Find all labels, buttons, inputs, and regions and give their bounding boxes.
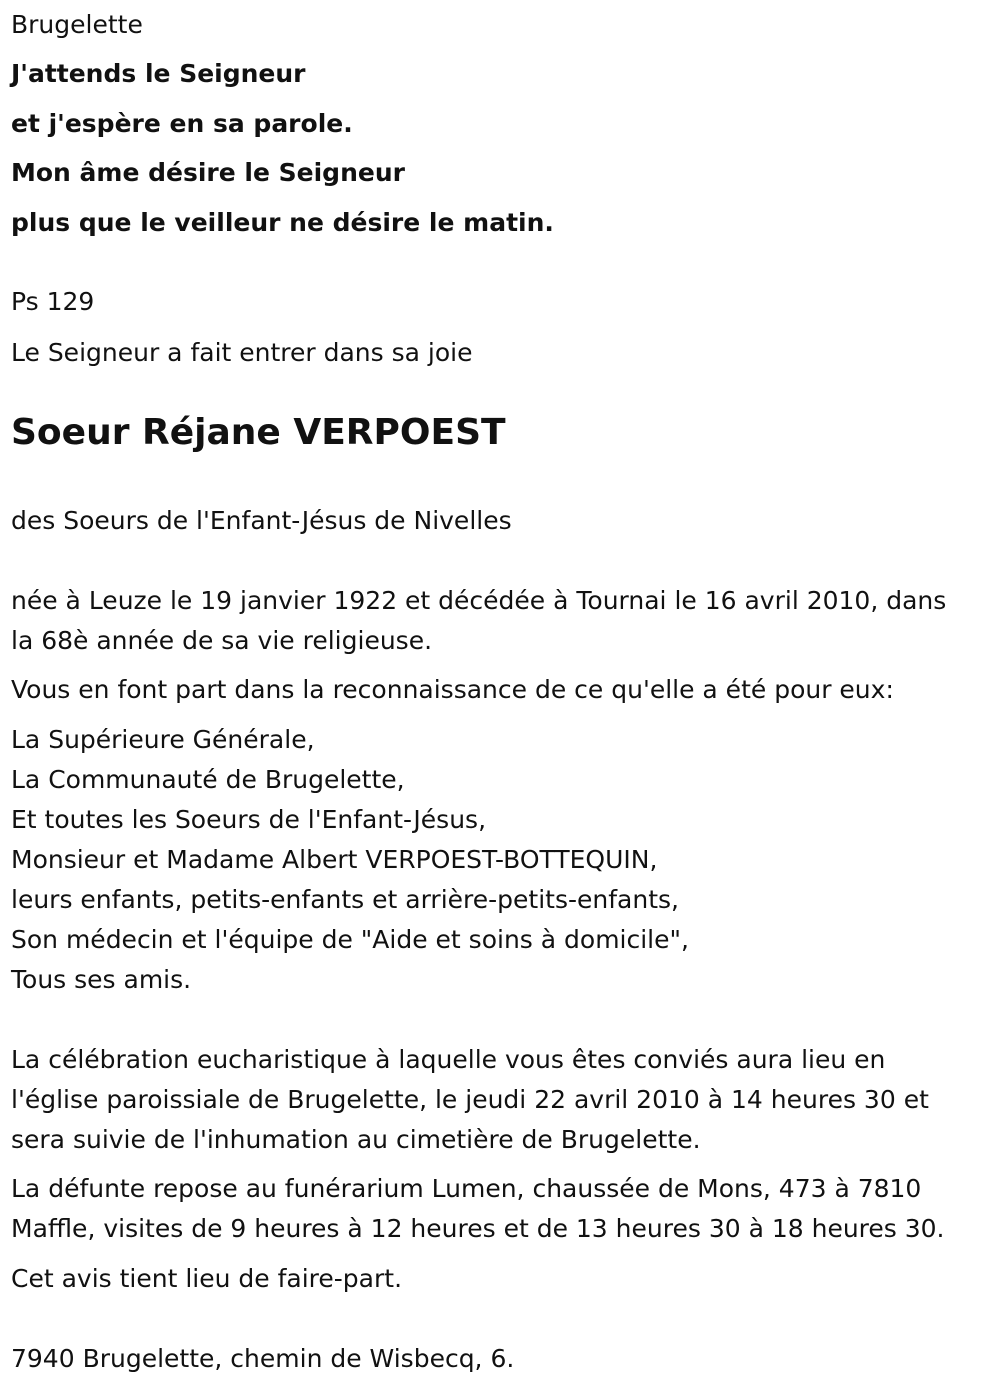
celebration-line-2: l'église paroissiale de Brugelette, le jeudi 22 avril 2010 à 14 heures 30 et: [11, 1085, 929, 1114]
celebration-line-1: La célébration eucharistique à laquelle vous êtes conviés aura lieu en: [11, 1045, 886, 1074]
birth-death-line-2: la 68è année de sa vie religieuse.: [11, 626, 433, 655]
congregation-line: des Soeurs de l'Enfant-Jésus de Nivelles: [11, 506, 512, 535]
family-line-7: Tous ses amis.: [11, 965, 192, 994]
family-line-5: leurs enfants, petits-enfants et arrière-petits-enfants,: [11, 885, 679, 914]
location: Brugelette: [11, 10, 143, 39]
verse-line-1: J'attends le Seigneur: [11, 59, 306, 88]
announcement-line: Vous en font part dans la reconnaissance de ce qu'elle a été pour eux:: [11, 675, 894, 704]
deceased-name: Soeur Réjane VERPOEST: [11, 412, 506, 453]
verse-line-3: Mon âme désire le Seigneur: [11, 158, 405, 187]
family-line-3: Et toutes les Soeurs de l'Enfant-Jésus,: [11, 805, 487, 834]
intro-line: Le Seigneur a fait entrer dans sa joie: [11, 338, 473, 367]
family-line-2: La Communauté de Brugelette,: [11, 765, 405, 794]
address-line: 7940 Brugelette, chemin de Wisbecq, 6.: [11, 1344, 515, 1373]
family-line-6: Son médecin et l'équipe de "Aide et soins à domicile",: [11, 925, 689, 954]
repose-line-1: La défunte repose au funérarium Lumen, chaussée de Mons, 473 à 7810: [11, 1174, 922, 1203]
family-line-4: Monsieur et Madame Albert VERPOEST-BOTTEQUIN,: [11, 845, 658, 874]
verse-reference: Ps 129: [11, 287, 95, 316]
verse-line-2: et j'espère en sa parole.: [11, 109, 353, 138]
verse-line-4: plus que le veilleur ne désire le matin.: [11, 208, 554, 237]
repose-line-2: Maffle, visites de 9 heures à 12 heures et de 13 heures 30 à 18 heures 30.: [11, 1214, 945, 1243]
notice-line: Cet avis tient lieu de faire-part.: [11, 1264, 403, 1293]
birth-death-line-1: née à Leuze le 19 janvier 1922 et décédée à Tournai le 16 avril 2010, dans: [11, 586, 947, 615]
celebration-line-3: sera suivie de l'inhumation au cimetière de Brugelette.: [11, 1125, 701, 1154]
family-line-1: La Supérieure Générale,: [11, 725, 315, 754]
